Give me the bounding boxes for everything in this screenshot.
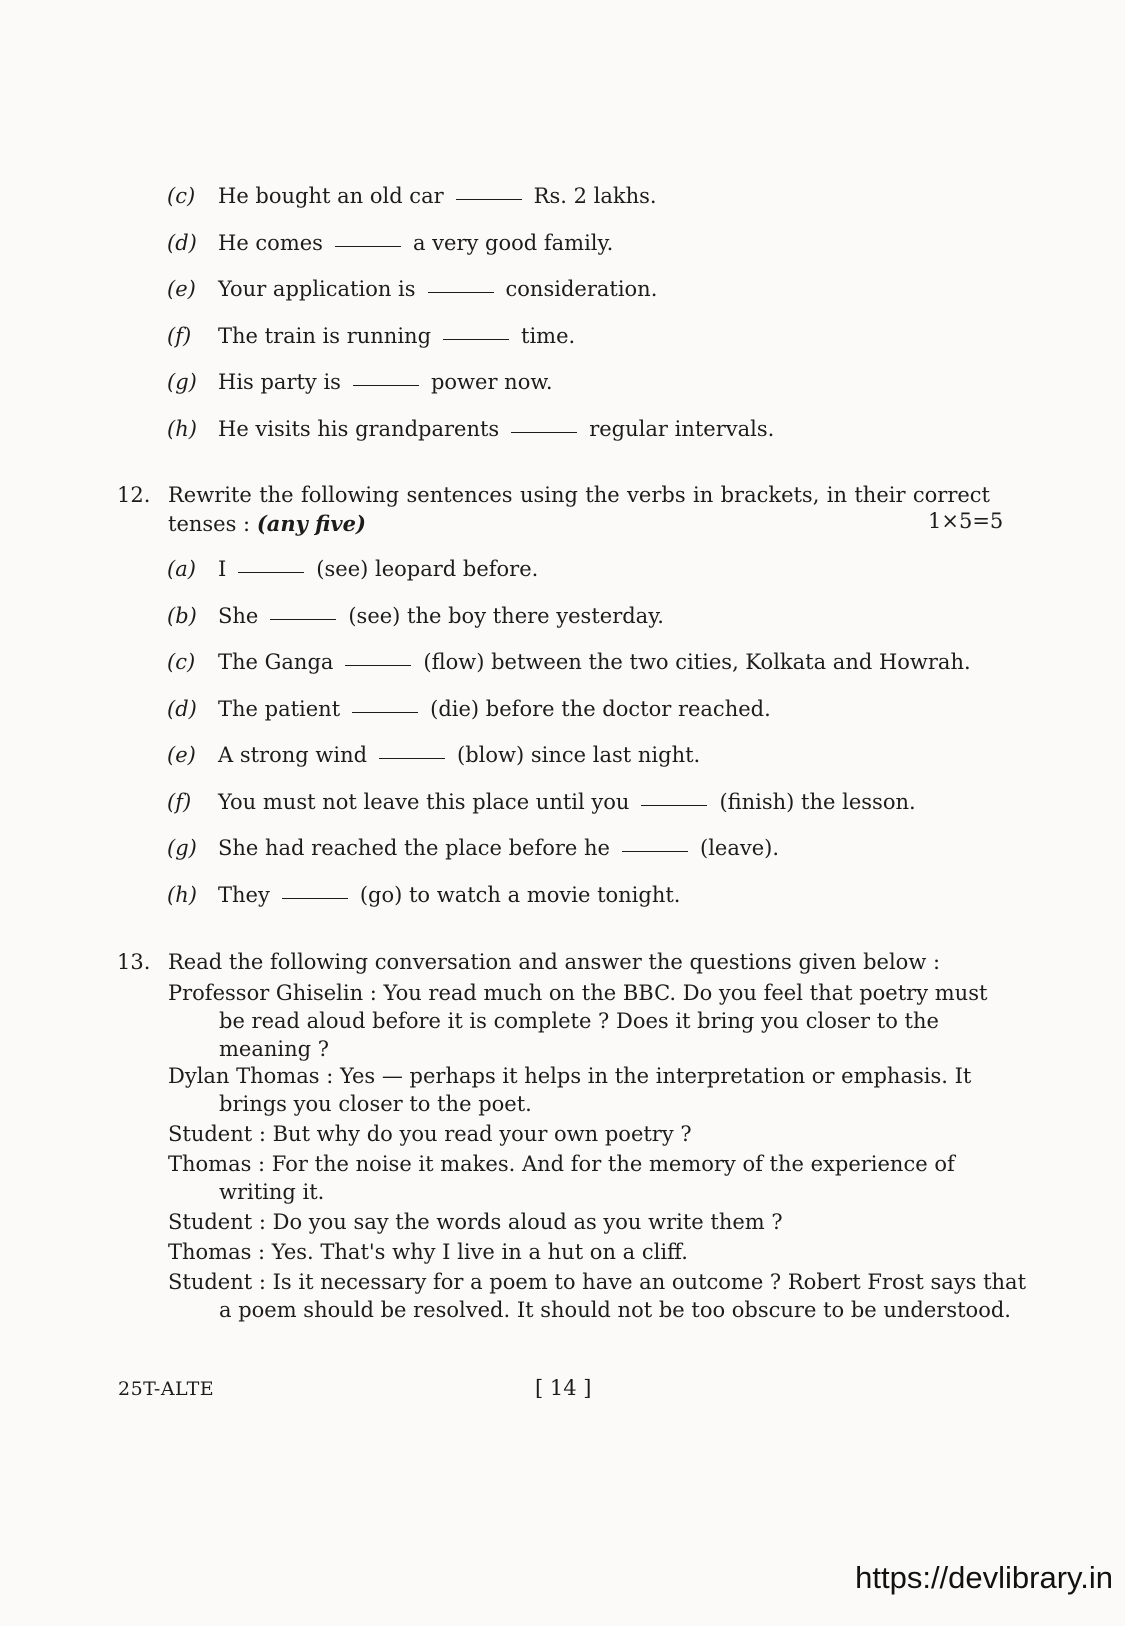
q12-item-label: (f) (167, 789, 192, 814)
fill-in-blank (270, 619, 336, 620)
q11-item-before: His party is (218, 370, 341, 395)
q11-item-before: He visits his grandparents (218, 417, 500, 441)
conversation-line: Thomas : Yes. That's why I live in a hut on a cliff. (168, 1240, 688, 1264)
q11-item-before: The train is running (218, 323, 432, 348)
q11-item-after: a very good family. (412, 230, 614, 255)
conversation-continuation: brings you closer to the poet. (219, 1092, 532, 1116)
q12-item-before: The Ganga (218, 650, 334, 674)
q12-tenses-text: tenses : (168, 512, 257, 536)
conversation-line: Thomas : For the noise it makes. And for the memory of the experience of (168, 1152, 955, 1176)
fill-in-blank (641, 805, 707, 806)
conversation-continuation: meaning ? (219, 1037, 330, 1061)
q11-item-before: Your application is (218, 277, 416, 302)
q12-item-after: (blow) since last night. (457, 743, 701, 767)
page-number: [ 14 ] (535, 1376, 592, 1400)
conversation-continuation: a poem should be resolved. It should not be too obscure to be understood. (219, 1298, 1011, 1322)
q13-intro: Read the following conversation and answer the questions given below : (168, 950, 941, 974)
q12-instruction-line2 (168, 511, 366, 536)
fill-in-blank (622, 851, 688, 852)
q12-item-after: (see) the boy there yesterday. (348, 603, 664, 628)
q11-item-after: power now. (430, 370, 553, 395)
q11-item-before: He bought an old car (218, 184, 444, 208)
conversation-continuation: writing it. (219, 1180, 325, 1204)
q12-item-text (218, 604, 664, 628)
q11-item-label: (h) (167, 417, 197, 441)
q12-item-before: The patient (218, 696, 341, 721)
q12-item-label: (a) (167, 557, 196, 581)
conversation-line: Student : But why do you read your own poetry ? (168, 1122, 692, 1146)
q12-instruction-line1: Rewrite the following sentences using the verbs in brackets, in their correct (168, 483, 990, 507)
q11-item-label: (d) (167, 230, 197, 255)
q12-item-after: (flow) between the two cities, Kolkata and Howrah. (423, 650, 971, 674)
fill-in-blank (443, 339, 509, 340)
q12-any-five: (any five) (256, 511, 366, 536)
fill-in-blank (379, 758, 445, 759)
q12-item-text (218, 883, 680, 907)
watermark-url: https://devlibrary.in (855, 1560, 1113, 1595)
q11-item-text (218, 324, 575, 348)
q11-item-text (218, 231, 613, 255)
q11-item-label: (e) (167, 277, 196, 302)
conversation-line: Student : Do you say the words aloud as you write them ? (168, 1210, 783, 1234)
q12-item-text (218, 557, 538, 581)
q12-item-after: (die) before the doctor reached. (430, 696, 771, 721)
q12-item-text (218, 836, 779, 860)
q12-item-label: (b) (167, 603, 197, 628)
q12-item-after: (go) to watch a movie tonight. (359, 882, 681, 907)
paper-code: 25T-ALTE (118, 1378, 215, 1400)
q12-item-before: She (218, 603, 259, 628)
q12-item-after: (finish) the lesson. (719, 789, 916, 814)
fill-in-blank (511, 432, 577, 433)
q11-item-after: time. (521, 323, 576, 348)
fill-in-blank (428, 292, 494, 293)
q12-item-text (218, 743, 700, 767)
q12-item-label: (g) (167, 836, 197, 860)
conversation-line: Student : Is it necessary for a poem to have an outcome ? Robert Frost says that (168, 1270, 1027, 1294)
q11-item-text (218, 417, 774, 441)
conversation-line: Professor Ghiselin : You read much on the BBC. Do you feel that poetry must (168, 981, 988, 1005)
q12-marks: 1×5=5 (928, 509, 1004, 533)
q12-item-text (218, 790, 916, 814)
q12-item-before: A strong wind (218, 743, 368, 767)
q12-item-before: You must not leave this place until you (218, 789, 630, 814)
q12-item-label: (c) (167, 650, 196, 674)
q13-number: 13. (117, 950, 151, 974)
fill-in-blank (238, 572, 304, 573)
fill-in-blank (282, 898, 348, 899)
fill-in-blank (345, 665, 411, 666)
q11-item-after: regular intervals. (589, 417, 775, 441)
q12-item-label: (h) (167, 882, 197, 907)
fill-in-blank (456, 199, 522, 200)
q12-item-label: (d) (167, 696, 197, 721)
q12-item-before: They (218, 882, 270, 907)
q11-item-text (218, 184, 657, 208)
q11-item-text (218, 277, 657, 301)
q12-number: 12. (117, 483, 151, 507)
conversation-continuation: be read aloud before it is complete ? Does it bring you closer to the (219, 1009, 939, 1033)
q11-item-label: (g) (167, 370, 197, 395)
fill-in-blank (335, 246, 401, 247)
fill-in-blank (353, 385, 419, 386)
fill-in-blank (352, 712, 418, 713)
q11-item-before: He comes (218, 230, 323, 255)
q12-item-before: I (218, 557, 227, 581)
q11-item-after: Rs. 2 lakhs. (533, 184, 657, 208)
q11-item-label: (c) (167, 184, 196, 208)
q12-item-text (218, 697, 771, 721)
conversation-line: Dylan Thomas : Yes — perhaps it helps in the interpretation or emphasis. It (168, 1064, 972, 1088)
q12-item-after: (see) leopard before. (316, 557, 539, 581)
q12-item-before: She had reached the place before he (218, 836, 610, 860)
q11-item-text (218, 370, 553, 394)
q12-item-after: (leave). (700, 836, 780, 860)
q11-item-label: (f) (167, 323, 192, 348)
q12-item-text (218, 650, 971, 674)
q11-item-after: consideration. (505, 277, 658, 302)
q12-item-label: (e) (167, 743, 196, 767)
